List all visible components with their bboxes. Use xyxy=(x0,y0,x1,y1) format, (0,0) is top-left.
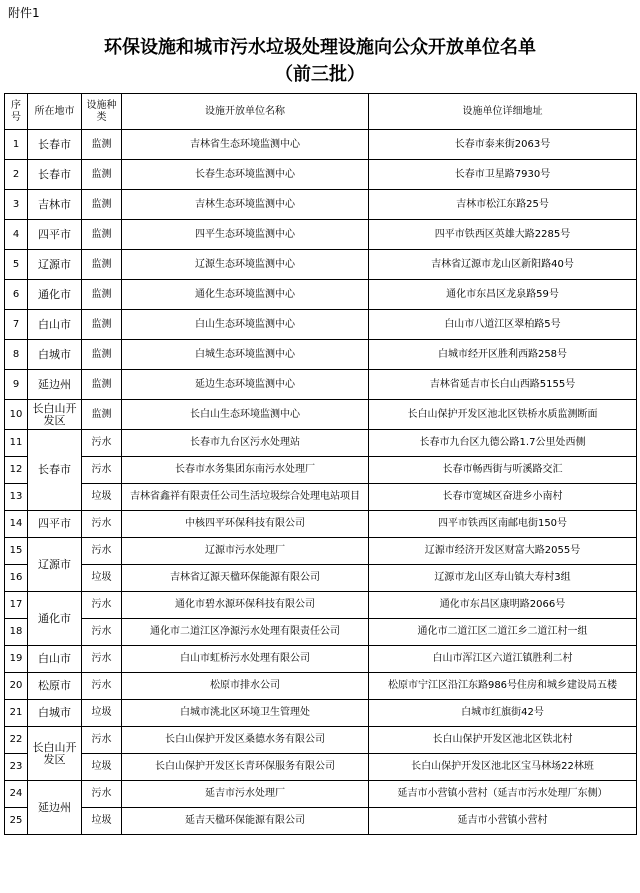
cell-type: 污水 xyxy=(82,511,122,538)
cell-seq: 12 xyxy=(5,457,28,484)
cell-seq: 25 xyxy=(5,808,28,835)
cell-name: 延吉天楹环保能源有限公司 xyxy=(122,808,369,835)
cell-name: 长春生态环境监测中心 xyxy=(122,160,369,190)
cell-seq: 17 xyxy=(5,592,28,619)
cell-city: 长春市 xyxy=(28,130,82,160)
cell-type: 监测 xyxy=(82,250,122,280)
cell-name: 长白山保护开发区长青环保服务有限公司 xyxy=(122,754,369,781)
cell-type: 监测 xyxy=(82,130,122,160)
cell-type: 监测 xyxy=(82,400,122,430)
table-row xyxy=(5,619,637,646)
cell-name: 通化生态环境监测中心 xyxy=(122,280,369,310)
table-row xyxy=(5,130,637,160)
cell-name: 长白山生态环境监测中心 xyxy=(122,400,369,430)
cell-seq: 21 xyxy=(5,700,28,727)
cell-city: 吉林市 xyxy=(28,190,82,220)
cell-city: 白山市 xyxy=(28,646,82,673)
table-row xyxy=(5,160,637,190)
document-title: 环保设施和城市污水垃圾处理设施向公众开放单位名单 xyxy=(104,37,536,58)
cell-seq: 8 xyxy=(5,340,28,370)
cell-address: 长春市泰来街2063号 xyxy=(369,130,637,160)
cell-seq: 18 xyxy=(5,619,28,646)
cell-address: 白山市浑江区六道江镇胜利二村 xyxy=(369,646,637,673)
table-row xyxy=(5,808,637,835)
table-row xyxy=(5,250,637,280)
cell-city: 长白山开发区 xyxy=(28,400,82,430)
table-row xyxy=(5,646,637,673)
cell-address: 通化市二道江区二道江乡二道江村一组 xyxy=(369,619,637,646)
table-row xyxy=(5,700,637,727)
cell-type: 垃圾 xyxy=(82,700,122,727)
cell-address: 通化市东昌区龙泉路59号 xyxy=(369,280,637,310)
table-row xyxy=(5,592,637,619)
cell-type: 污水 xyxy=(82,430,122,457)
table-row xyxy=(5,370,637,400)
cell-name: 延吉市污水处理厂 xyxy=(122,781,369,808)
cell-address: 吉林市松江东路25号 xyxy=(369,190,637,220)
table-header-row xyxy=(5,94,637,130)
table-row xyxy=(5,484,637,511)
cell-seq: 1 xyxy=(5,130,28,160)
cell-seq: 14 xyxy=(5,511,28,538)
cell-name: 中核四平环保科技有限公司 xyxy=(122,511,369,538)
cell-seq: 19 xyxy=(5,646,28,673)
cell-seq: 4 xyxy=(5,220,28,250)
cell-seq: 15 xyxy=(5,538,28,565)
cell-seq: 20 xyxy=(5,673,28,700)
cell-type: 污水 xyxy=(82,592,122,619)
attachment-label: 附件1 xyxy=(8,6,40,20)
cell-city: 辽源市 xyxy=(28,538,82,592)
cell-name: 长春市九台区污水处理站 xyxy=(122,430,369,457)
cell-seq: 23 xyxy=(5,754,28,781)
cell-name: 白城市洮北区环境卫生管理处 xyxy=(122,700,369,727)
cell-name: 白城生态环境监测中心 xyxy=(122,340,369,370)
cell-address: 四平市铁西区南邮电街150号 xyxy=(369,511,637,538)
cell-city: 白山市 xyxy=(28,310,82,340)
cell-name: 通化市碧水源环保科技有限公司 xyxy=(122,592,369,619)
cell-name: 延边生态环境监测中心 xyxy=(122,370,369,400)
cell-address: 白山市八道江区翠柏路5号 xyxy=(369,310,637,340)
cell-type: 监测 xyxy=(82,280,122,310)
cell-seq: 11 xyxy=(5,430,28,457)
table-row xyxy=(5,457,637,484)
table-body xyxy=(5,130,637,835)
facility-table xyxy=(4,93,637,835)
cell-address: 长白山保护开发区池北区铁桥水质监测断面 xyxy=(369,400,637,430)
cell-name: 辽源市污水处理厂 xyxy=(122,538,369,565)
cell-city: 四平市 xyxy=(28,220,82,250)
table-row xyxy=(5,511,637,538)
cell-type: 垃圾 xyxy=(82,565,122,592)
cell-name: 吉林省辽源天楹环保能源有限公司 xyxy=(122,565,369,592)
cell-name: 长春市水务集团东南污水处理厂 xyxy=(122,457,369,484)
table-row xyxy=(5,673,637,700)
cell-address: 吉林省辽源市龙山区新阳路40号 xyxy=(369,250,637,280)
cell-seq: 2 xyxy=(5,160,28,190)
cell-city: 长春市 xyxy=(28,430,82,511)
cell-address: 辽源市龙山区寿山镇大寿村3组 xyxy=(369,565,637,592)
cell-seq: 7 xyxy=(5,310,28,340)
cell-seq: 16 xyxy=(5,565,28,592)
cell-city: 延边州 xyxy=(28,370,82,400)
table-row xyxy=(5,727,637,754)
cell-city: 辽源市 xyxy=(28,250,82,280)
table-row xyxy=(5,280,637,310)
cell-city: 通化市 xyxy=(28,592,82,646)
cell-type: 监测 xyxy=(82,370,122,400)
table-row xyxy=(5,538,637,565)
cell-name: 吉林省生态环境监测中心 xyxy=(122,130,369,160)
cell-type: 垃圾 xyxy=(82,808,122,835)
table-row xyxy=(5,400,637,430)
cell-seq: 13 xyxy=(5,484,28,511)
cell-name: 辽源生态环境监测中心 xyxy=(122,250,369,280)
cell-city: 松原市 xyxy=(28,673,82,700)
cell-city: 通化市 xyxy=(28,280,82,310)
cell-type: 污水 xyxy=(82,646,122,673)
cell-type: 污水 xyxy=(82,673,122,700)
cell-address: 松原市宁江区沿江东路986号住房和城乡建设局五楼 xyxy=(369,673,637,700)
cell-address: 长春市卫星路7930号 xyxy=(369,160,637,190)
cell-type: 污水 xyxy=(82,781,122,808)
cell-name: 四平生态环境监测中心 xyxy=(122,220,369,250)
table-row xyxy=(5,754,637,781)
cell-type: 监测 xyxy=(82,160,122,190)
cell-seq: 9 xyxy=(5,370,28,400)
cell-address: 吉林省延吉市长白山西路5155号 xyxy=(369,370,637,400)
cell-address: 四平市铁西区英雄大路2285号 xyxy=(369,220,637,250)
cell-city: 白城市 xyxy=(28,340,82,370)
cell-city: 长春市 xyxy=(28,160,82,190)
cell-city: 长白山开发区 xyxy=(28,727,82,781)
cell-address: 延吉市小营镇小营村（延吉市污水处理厂东侧） xyxy=(369,781,637,808)
cell-type: 污水 xyxy=(82,619,122,646)
header-seq: 序号 xyxy=(5,94,28,130)
cell-type: 污水 xyxy=(82,457,122,484)
header-name: 设施开放单位名称 xyxy=(122,94,369,130)
cell-city: 延边州 xyxy=(28,781,82,835)
table-row xyxy=(5,220,637,250)
table-row xyxy=(5,430,637,457)
header-type: 设施种类 xyxy=(82,94,122,130)
cell-address: 长白山保护开发区池北区宝马林场22林班 xyxy=(369,754,637,781)
cell-address: 长春市畅西街与听溪路交汇 xyxy=(369,457,637,484)
cell-name: 通化市二道江区净源污水处理有限责任公司 xyxy=(122,619,369,646)
cell-address: 长春市九台区九德公路1.7公里处西侧 xyxy=(369,430,637,457)
header-address: 设施单位详细地址 xyxy=(369,94,637,130)
cell-type: 污水 xyxy=(82,538,122,565)
table-row xyxy=(5,310,637,340)
cell-address: 白城市红旗街42号 xyxy=(369,700,637,727)
cell-city: 白城市 xyxy=(28,700,82,727)
cell-type: 垃圾 xyxy=(82,754,122,781)
cell-seq: 5 xyxy=(5,250,28,280)
cell-address: 通化市东昌区康明路2066号 xyxy=(369,592,637,619)
cell-city: 四平市 xyxy=(28,511,82,538)
cell-seq: 6 xyxy=(5,280,28,310)
cell-seq: 22 xyxy=(5,727,28,754)
cell-address: 长白山保护开发区池北区铁北村 xyxy=(369,727,637,754)
cell-name: 吉林省鑫祥有限责任公司生活垃圾综合处理电站项目 xyxy=(122,484,369,511)
cell-address: 延吉市小营镇小营村 xyxy=(369,808,637,835)
table-row xyxy=(5,340,637,370)
table-row xyxy=(5,190,637,220)
cell-seq: 24 xyxy=(5,781,28,808)
cell-address: 白城市经开区胜利西路258号 xyxy=(369,340,637,370)
cell-name: 松原市排水公司 xyxy=(122,673,369,700)
cell-name: 白山市虹桥污水处理有限公司 xyxy=(122,646,369,673)
cell-seq: 10 xyxy=(5,400,28,430)
header-city: 所在地市 xyxy=(28,94,82,130)
cell-type: 垃圾 xyxy=(82,484,122,511)
table-row xyxy=(5,781,637,808)
cell-name: 长白山保护开发区桑德水务有限公司 xyxy=(122,727,369,754)
cell-type: 污水 xyxy=(82,727,122,754)
cell-address: 辽源市经济开发区财富大路2055号 xyxy=(369,538,637,565)
cell-address: 长春市宽城区奋进乡小南村 xyxy=(369,484,637,511)
cell-type: 监测 xyxy=(82,190,122,220)
cell-name: 白山生态环境监测中心 xyxy=(122,310,369,340)
cell-type: 监测 xyxy=(82,340,122,370)
cell-seq: 3 xyxy=(5,190,28,220)
cell-type: 监测 xyxy=(82,310,122,340)
table-row xyxy=(5,565,637,592)
document-subtitle: （前三批） xyxy=(275,64,365,85)
cell-name: 吉林生态环境监测中心 xyxy=(122,190,369,220)
cell-type: 监测 xyxy=(82,220,122,250)
